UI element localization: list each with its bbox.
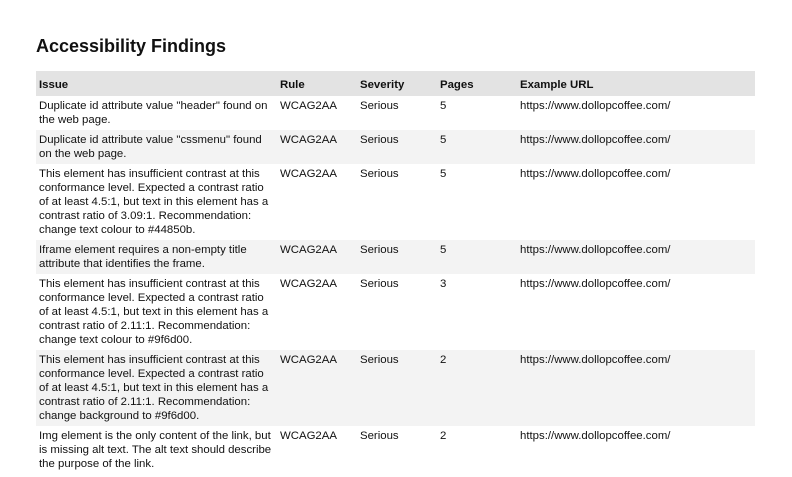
table-row <box>36 164 755 240</box>
severity-cell: Serious <box>360 278 399 290</box>
severity-cell: Serious <box>360 244 399 256</box>
issue-cell: This element has insufficient contrast at this conformance level. Expected a contrast ratio of at least 4.5:1, but text in this element has a contrast ratio of 3.09:1. Recommendation: change text colour to #44850b. <box>39 168 269 236</box>
issue-cell: This element has insufficient contrast at this conformance level. Expected a contrast ratio of at least 4.5:1, but text in this element has a contrast ratio of 2.11:1. Recommendation: change background to #9f6d00. <box>39 354 269 422</box>
severity-cell: Serious <box>360 100 399 112</box>
rule-cell: WCAG2AA <box>280 354 337 366</box>
pages-cell: 3 <box>440 278 447 290</box>
example-url-cell: https://www.dollopcoffee.com/ <box>520 354 671 366</box>
severity-cell: Serious <box>360 354 399 366</box>
example-url-cell: https://www.dollopcoffee.com/ <box>520 134 671 146</box>
table-row <box>36 240 755 274</box>
example-url-cell: https://www.dollopcoffee.com/ <box>520 244 671 256</box>
table-body <box>36 96 755 474</box>
issue-cell: Duplicate id attribute value "cssmenu" found on the web page. <box>39 134 262 160</box>
table-row <box>36 130 755 164</box>
pages-cell: 5 <box>440 100 447 112</box>
pages-cell: 2 <box>440 354 447 366</box>
findings-table <box>36 71 755 474</box>
severity-cell: Serious <box>360 430 399 442</box>
report-page <box>36 34 755 474</box>
example-url-cell: https://www.dollopcoffee.com/ <box>520 100 671 112</box>
issue-cell: Duplicate id attribute value "header" found on the web page. <box>39 100 268 126</box>
issue-cell: This element has insufficient contrast at this conformance level. Expected a contrast ratio of at least 4.5:1, but text in this element has a contrast ratio of 2.11:1. Recommendation: change text colour to #9f6d00. <box>39 278 269 346</box>
table-row <box>36 274 755 350</box>
rule-cell: WCAG2AA <box>280 100 337 112</box>
column-header-severity: Severity <box>360 79 405 91</box>
issue-cell: Img element is the only content of the link, but is missing alt text. The alt text should describe the purpose of the link. <box>39 430 272 470</box>
rule-cell: WCAG2AA <box>280 244 337 256</box>
column-header-pages: Pages <box>440 79 474 91</box>
pages-cell: 2 <box>440 430 447 442</box>
rule-cell: WCAG2AA <box>280 278 337 290</box>
table-header <box>36 71 755 96</box>
severity-cell: Serious <box>360 134 399 146</box>
pages-cell: 5 <box>440 134 447 146</box>
rule-cell: WCAG2AA <box>280 168 337 180</box>
rule-cell: WCAG2AA <box>280 430 337 442</box>
pages-cell: 5 <box>440 168 447 180</box>
table-row <box>36 350 755 426</box>
pages-cell: 5 <box>440 244 447 256</box>
example-url-cell: https://www.dollopcoffee.com/ <box>520 430 671 442</box>
header-row <box>36 71 755 96</box>
example-url-cell: https://www.dollopcoffee.com/ <box>520 278 671 290</box>
rule-cell: WCAG2AA <box>280 134 337 146</box>
page-title: Accessibility Findings <box>36 36 227 56</box>
issue-cell: Iframe element requires a non-empty title attribute that identifies the frame. <box>39 244 247 270</box>
severity-cell: Serious <box>360 168 399 180</box>
example-url-cell: https://www.dollopcoffee.com/ <box>520 168 671 180</box>
column-header-example-url: Example URL <box>520 79 594 91</box>
table-row <box>36 96 755 130</box>
column-header-rule: Rule <box>280 79 305 91</box>
column-header-issue: Issue <box>39 79 69 91</box>
table-row <box>36 426 755 474</box>
